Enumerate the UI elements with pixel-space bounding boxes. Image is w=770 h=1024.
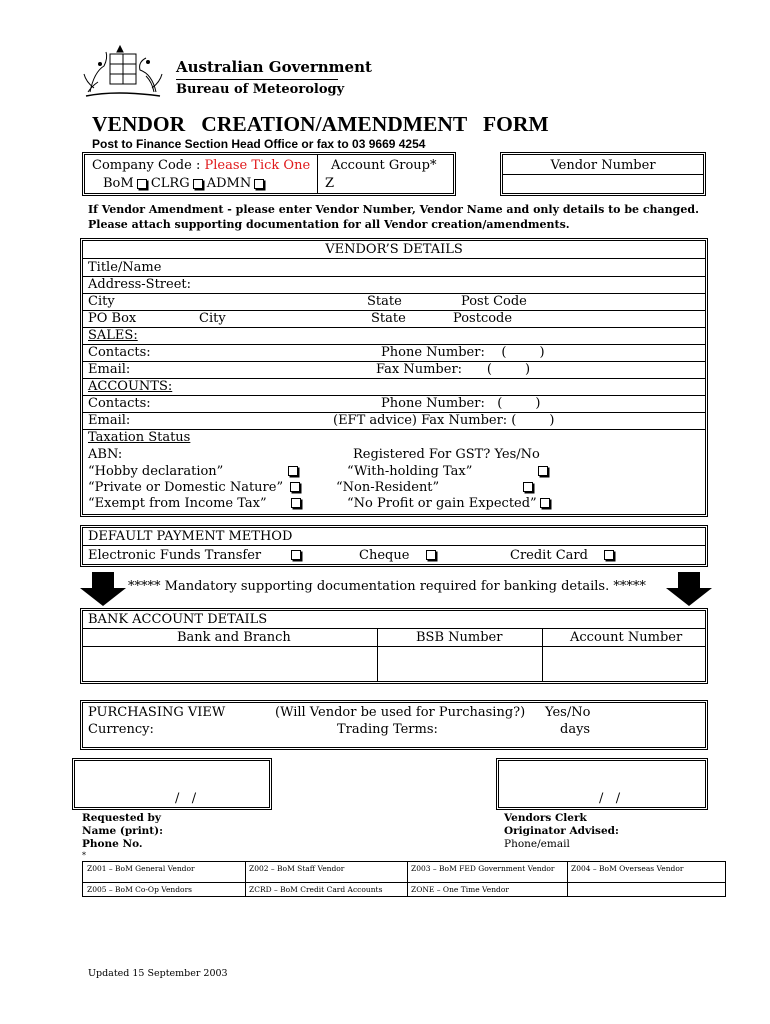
code-zone: ZONE – One Time Vendor: [411, 885, 509, 894]
po-state-field[interactable]: State: [371, 311, 406, 326]
vendor-number-box[interactable]: [500, 152, 706, 196]
gst-field[interactable]: Registered For GST? Yes/No: [353, 447, 540, 462]
vendors-clerk-label: Vendors Clerk: [504, 812, 587, 824]
bureau-name: Bureau of Meteorology: [176, 82, 345, 97]
coat-of-arms-logo: [80, 42, 170, 102]
accounts-phone-field[interactable]: Phone Number: ( ): [381, 396, 541, 411]
company-options: BoM CLRG ADMN: [103, 176, 264, 191]
accounts-contacts-field[interactable]: Contacts:: [88, 396, 151, 411]
company-code-box: [82, 152, 456, 196]
account-number-input[interactable]: [543, 647, 705, 681]
page-title: VENDOR CREATION/AMENDMENT FORM: [92, 112, 549, 136]
trading-terms-field[interactable]: Trading Terms:: [337, 722, 438, 737]
gov-name: Australian Government: [176, 58, 372, 76]
bsb-input[interactable]: [378, 647, 542, 681]
account-group-value: Z: [325, 176, 335, 191]
sales-heading: SALES:: [88, 328, 138, 343]
clrg-checkbox[interactable]: [193, 179, 203, 189]
logo-divider: [176, 79, 338, 80]
page-subtitle: Post to Finance Section Head Office or fax to 03 9669 4254: [92, 137, 426, 151]
nonresident-option: “Non-Resident”: [336, 480, 440, 495]
instruction-line2: Please attach supporting documentation for all Vendor creation/amendments.: [88, 218, 570, 231]
cheque-checkbox[interactable]: [426, 550, 436, 560]
po-box-field[interactable]: PO Box: [88, 311, 137, 326]
code-z004: Z004 – BoM Overseas Vendor: [571, 864, 684, 873]
nonresident-checkbox[interactable]: [523, 482, 533, 492]
sales-phone-field[interactable]: Phone Number: ( ): [381, 345, 545, 360]
bank-heading: BANK ACCOUNT DETAILS: [88, 612, 268, 627]
private-option: “Private or Domestic Nature”: [88, 480, 284, 495]
asterisk-note: *: [82, 851, 86, 860]
noprofit-option: “No Profit or gain Expected”: [347, 496, 537, 511]
city-field[interactable]: City: [88, 294, 115, 309]
bank-branch-header: Bank and Branch: [177, 630, 291, 645]
purchasing-yesno[interactable]: Yes/No: [545, 705, 591, 720]
state-field[interactable]: State: [367, 294, 402, 309]
eft-option: Electronic Funds Transfer: [88, 548, 262, 563]
arrow-down-left-icon: [80, 572, 126, 610]
hobby-option: “Hobby declaration”: [88, 464, 224, 479]
purchasing-heading: PURCHASING VIEW: [88, 705, 226, 720]
bank-account-section: [80, 608, 708, 684]
vendor-number-label: Vendor Number: [550, 158, 656, 173]
taxation-heading: Taxation Status: [88, 430, 191, 445]
code-z005: Z005 – BoM Co-Op Vendors: [87, 885, 193, 894]
account-number-header: Account Number: [570, 630, 683, 645]
code-z002: Z002 – BoM Staff Vendor: [249, 864, 345, 873]
accounts-heading: ACCOUNTS:: [88, 379, 173, 394]
credit-card-option: Credit Card: [510, 548, 588, 563]
requester-date: / /: [175, 791, 197, 806]
code-z001: Z001 – BoM General Vendor: [87, 864, 195, 873]
withholding-checkbox[interactable]: [538, 466, 548, 476]
bom-checkbox[interactable]: [137, 179, 147, 189]
vendor-codes-table: [82, 861, 726, 897]
eft-checkbox[interactable]: [291, 550, 301, 560]
withholding-option: “With-holding Tax”: [347, 464, 473, 479]
days-label: days: [560, 722, 591, 737]
requester-signature-box[interactable]: [72, 758, 272, 810]
address-field[interactable]: Address-Street:: [88, 277, 192, 292]
cheque-option: Cheque: [359, 548, 410, 563]
payment-heading: DEFAULT PAYMENT METHOD: [88, 529, 293, 544]
code-zcrd: ZCRD – BoM Credit Card Accounts: [249, 885, 383, 894]
purchasing-section: [80, 700, 708, 750]
requested-by-label: Requested by: [82, 812, 161, 824]
clerk-date: / /: [599, 791, 621, 806]
post-code-field[interactable]: Post Code: [461, 294, 527, 309]
originator-advised-label: Originator Advised:: [504, 825, 619, 837]
sales-fax-field[interactable]: Fax Number: ( ): [376, 362, 531, 377]
name-print-label: Name (print):: [82, 825, 164, 837]
po-city-field[interactable]: City: [199, 311, 226, 326]
accounts-email-field[interactable]: Email:: [88, 413, 131, 428]
credit-card-checkbox[interactable]: [604, 550, 614, 560]
admn-checkbox[interactable]: [254, 179, 264, 189]
eft-fax-field[interactable]: (EFT advice) Fax Number: ( ): [333, 413, 555, 428]
exempt-checkbox[interactable]: [291, 498, 301, 508]
mandatory-notice: ***** Mandatory supporting documentation required for banking details. *****: [128, 579, 646, 594]
abn-field[interactable]: ABN:: [88, 447, 123, 462]
clerk-signature-box[interactable]: [496, 758, 708, 810]
payment-method-section: [80, 525, 708, 567]
phone-no-label: Phone No.: [82, 838, 143, 850]
bsb-header: BSB Number: [416, 630, 503, 645]
private-checkbox[interactable]: [290, 482, 300, 492]
purchasing-question: (Will Vendor be used for Purchasing?): [275, 705, 526, 720]
account-group-label: Account Group*: [331, 158, 437, 173]
exempt-option: “Exempt from Income Tax”: [88, 496, 267, 511]
hobby-checkbox[interactable]: [288, 466, 298, 476]
footer-updated: Updated 15 September 2003: [88, 968, 228, 979]
title-name-field[interactable]: Title/Name: [88, 260, 162, 275]
phone-email-label: Phone/email: [504, 838, 570, 850]
code-z003: Z003 – BoM FED Government Vendor: [411, 864, 555, 873]
arrow-down-right-icon: [666, 572, 712, 610]
instruction-line1: If Vendor Amendment - please enter Vendor Number, Vendor Name and only details to be changed.: [88, 203, 699, 216]
bank-branch-input[interactable]: [83, 647, 377, 681]
vendor-details-heading: VENDOR’S DETAILS: [325, 242, 463, 257]
company-code-label: Company Code : Please Tick One: [92, 158, 311, 173]
sales-contacts-field[interactable]: Contacts:: [88, 345, 151, 360]
po-postcode-field[interactable]: Postcode: [453, 311, 513, 326]
noprofit-checkbox[interactable]: [540, 498, 550, 508]
vendor-details-section: [80, 238, 708, 517]
sales-email-field[interactable]: Email:: [88, 362, 131, 377]
currency-field[interactable]: Currency:: [88, 722, 154, 737]
